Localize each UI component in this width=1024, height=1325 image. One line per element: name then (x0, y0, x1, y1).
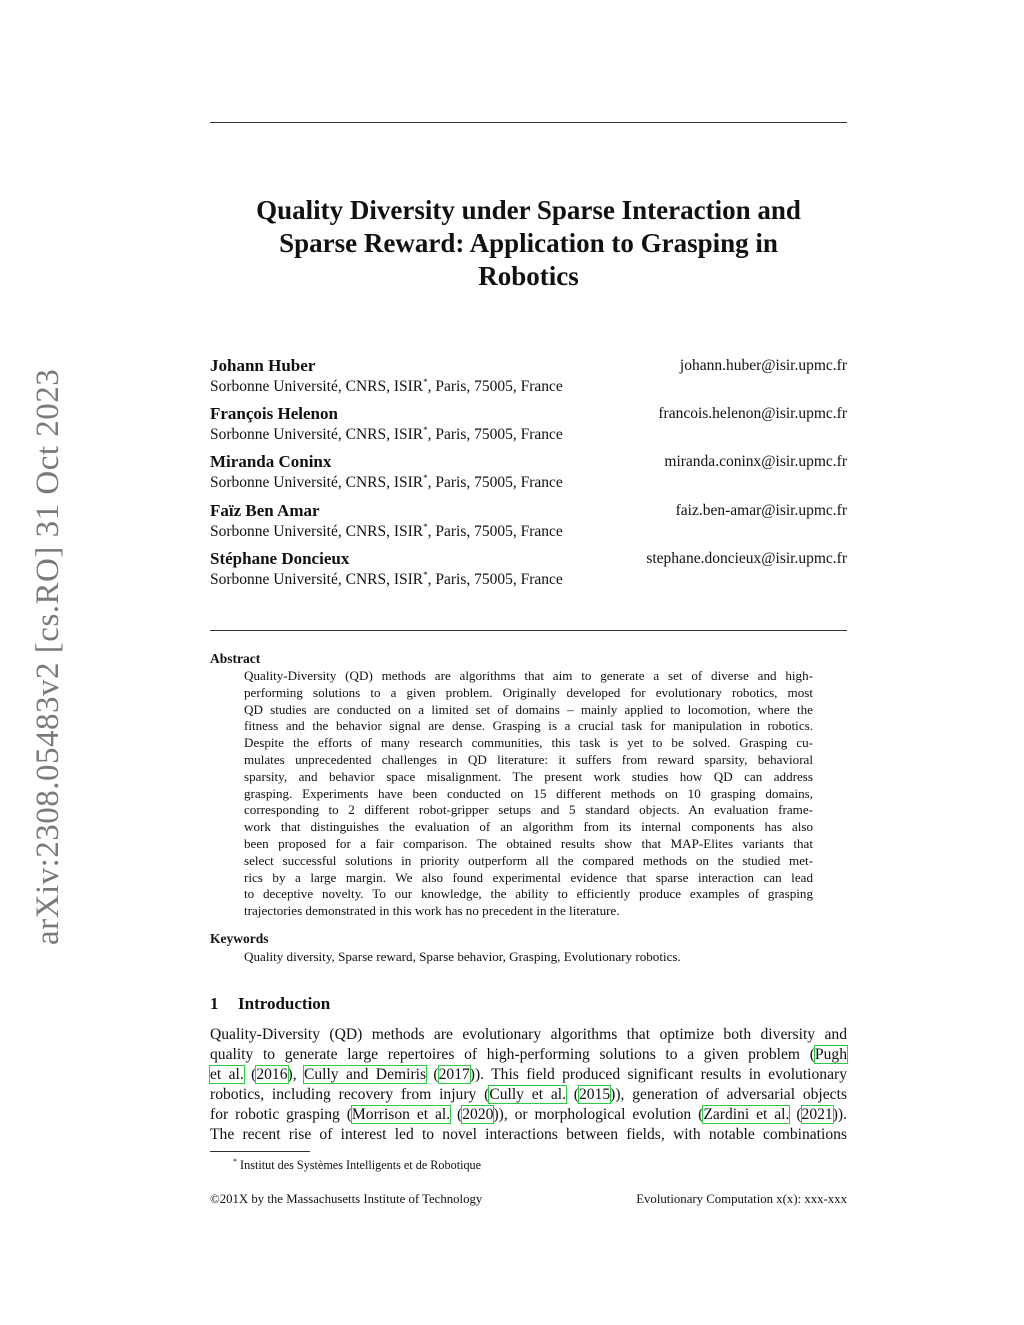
body-text: Quality-Diversity (QD) methods are evolutionary algorithms that optimize both diversity and (210, 1026, 847, 1043)
section-heading (210, 994, 330, 1014)
author-name: Johann Huber (210, 356, 316, 375)
body-text: ( (243, 1066, 257, 1083)
citation-link[interactable]: 2021 (801, 1106, 833, 1123)
body-text: )), generation of adversarial objects (610, 1086, 848, 1103)
citation-link[interactable]: 2015 (578, 1086, 611, 1103)
abstract-label: Abstract (210, 651, 261, 666)
keywords-text: Quality diversity, Sparse reward, Sparse behavior, Grasping, Evolutionary robotics. (244, 949, 681, 964)
citation-link[interactable]: Pugh (814, 1046, 847, 1063)
introduction-line (210, 1105, 847, 1125)
author-block (210, 452, 847, 496)
citation-link[interactable]: 2017 (438, 1066, 470, 1083)
copyright-footer: ©201X by the Massachusetts Institute of Technology (210, 1192, 483, 1206)
body-text: The recent rise of interest led to novel interactions between fields, with notable combinations (210, 1126, 847, 1143)
footnote-rule (210, 1151, 310, 1152)
abstract-line: performing solutions to a given problem. Originally developed for evolutionary robotics, most (244, 684, 813, 700)
introduction-line (210, 1085, 847, 1105)
keywords-label: Keywords (210, 931, 269, 946)
abstract-line: rics by a large margin. We also found experimental evidence that sparse interaction can lead (244, 869, 813, 885)
citation-link[interactable]: Cully and Demiris (303, 1066, 427, 1083)
footnote-text: Institut des Systèmes Intelligents et de Robotique (240, 1158, 482, 1173)
abstract-line: trajectories demonstrated in this work has no precedent in the literature. (244, 903, 620, 919)
author-affiliation: Sorbonne Université, CNRS, ISIR*, Paris, 75005, France (210, 473, 563, 492)
citation-link[interactable]: 2016 (256, 1066, 288, 1083)
author-name: Miranda Coninx (210, 452, 332, 471)
footnote-mark: * (233, 1157, 237, 1166)
body-text: for robotic grasping ( (210, 1106, 352, 1123)
abstract-text (244, 668, 813, 920)
author-name: Faïz Ben Amar (210, 501, 320, 520)
citation-link[interactable]: et al. (210, 1066, 244, 1083)
section-title: Introduction (238, 994, 331, 1013)
author-block (210, 549, 847, 593)
author-email[interactable]: francois.helenon@isir.upmc.fr (658, 405, 847, 422)
abstract-line: corresponding to 2 different robot-gripper setups and 5 standard objects. An evaluation frame- (244, 802, 813, 818)
author-name: François Helenon (210, 404, 338, 423)
journal-footer: Evolutionary Computation x(x): xxx-xxx (636, 1192, 847, 1206)
author-name: Stéphane Doncieux (210, 549, 350, 568)
body-text: ( (565, 1086, 579, 1103)
author-email[interactable]: stephane.doncieux@isir.upmc.fr (646, 550, 847, 567)
body-text: ( (450, 1106, 463, 1123)
body-text: ( (789, 1106, 802, 1123)
title-line: Quality Diversity under Sparse Interaction and (256, 195, 801, 225)
author-block (210, 356, 847, 400)
section-number: 1 (210, 994, 219, 1013)
introduction-line (210, 1025, 847, 1045)
arxiv-identifier[interactable]: arXiv:2308.05483v2 [cs.RO] 31 Oct 2023 (30, 368, 66, 945)
abstract-line: QD studies are conducted on a limited set of domains – mainly applied to locomotion, where the (244, 701, 813, 717)
body-text: )). This field produced significant results in evolutionary (469, 1066, 848, 1083)
author-affiliation: Sorbonne Université, CNRS, ISIR*, Paris, 75005, France (210, 425, 563, 444)
body-text: robotics, including recovery from injury ( (210, 1086, 490, 1103)
body-text: ), (287, 1066, 304, 1083)
author-block (210, 501, 847, 545)
body-text: quality to generate large repertoires of high-performing solutions to a given problem ( (210, 1046, 815, 1063)
abstract-rule (210, 630, 847, 631)
paper-title (210, 194, 847, 293)
abstract-line: Despite the efforts of many research communities, this task is yet to be solved. Grasping cu- (244, 735, 813, 751)
author-affiliation: Sorbonne Université, CNRS, ISIR*, Paris, 75005, France (210, 522, 563, 541)
body-text: )). (832, 1106, 847, 1123)
abstract-line: sparsity, and behavior space misalignment. The present work studies how QD can address (244, 768, 813, 784)
abstract-line: work that distinguishes the evaluation of an algorithm from its internal components has also (244, 819, 813, 835)
author-affiliation: Sorbonne Université, CNRS, ISIR*, Paris, 75005, France (210, 377, 563, 396)
abstract-line: select successful solutions in priority outperform all the compared methods on the studied met- (244, 852, 813, 868)
author-email[interactable]: faiz.ben-amar@isir.upmc.fr (675, 502, 847, 519)
citation-link[interactable]: Cully et al. (489, 1086, 566, 1103)
abstract-line: Quality-Diversity (QD) methods are algorithms that aim to generate a set of diverse and high- (244, 668, 813, 683)
author-affiliation: Sorbonne Université, CNRS, ISIR*, Paris, 75005, France (210, 570, 563, 589)
title-line: Sparse Reward: Application to Grasping in (279, 228, 778, 258)
author-email[interactable]: johann.huber@isir.upmc.fr (679, 357, 847, 374)
abstract-line: been proposed for a fair comparison. The obtained results show that MAP-Elites variants that (244, 835, 813, 851)
author-block (210, 404, 847, 448)
citation-link[interactable]: 2020 (462, 1106, 494, 1123)
body-text: ( (426, 1066, 439, 1083)
citation-link[interactable]: Zardini et al. (703, 1106, 790, 1123)
title-line: Robotics (478, 261, 579, 291)
introduction-text (210, 1025, 847, 1145)
citation-link[interactable]: Morrison et al. (351, 1106, 451, 1123)
footnote (233, 1157, 481, 1173)
abstract-line: to deceptive novelty. To our knowledge, the ability to efficiently produce examples of grasping (244, 886, 813, 902)
introduction-line (210, 1045, 847, 1065)
body-text: )), or morphological evolution ( (493, 1106, 704, 1123)
introduction-line (210, 1065, 847, 1085)
abstract-line: fitness and the behavior signal are dense. Grasping is a crucial task for manipulation in robotics. (244, 718, 813, 734)
abstract-line: mulates unprecedented challenges in QD literature: it suffers from reward sparsity, behavioral (244, 751, 813, 767)
introduction-line (210, 1125, 847, 1145)
author-email[interactable]: miranda.coninx@isir.upmc.fr (664, 453, 847, 470)
top-rule (210, 122, 847, 123)
abstract-line: grasping. Experiments have been conducted on 15 different methods on 10 grasping domains, (244, 785, 813, 801)
